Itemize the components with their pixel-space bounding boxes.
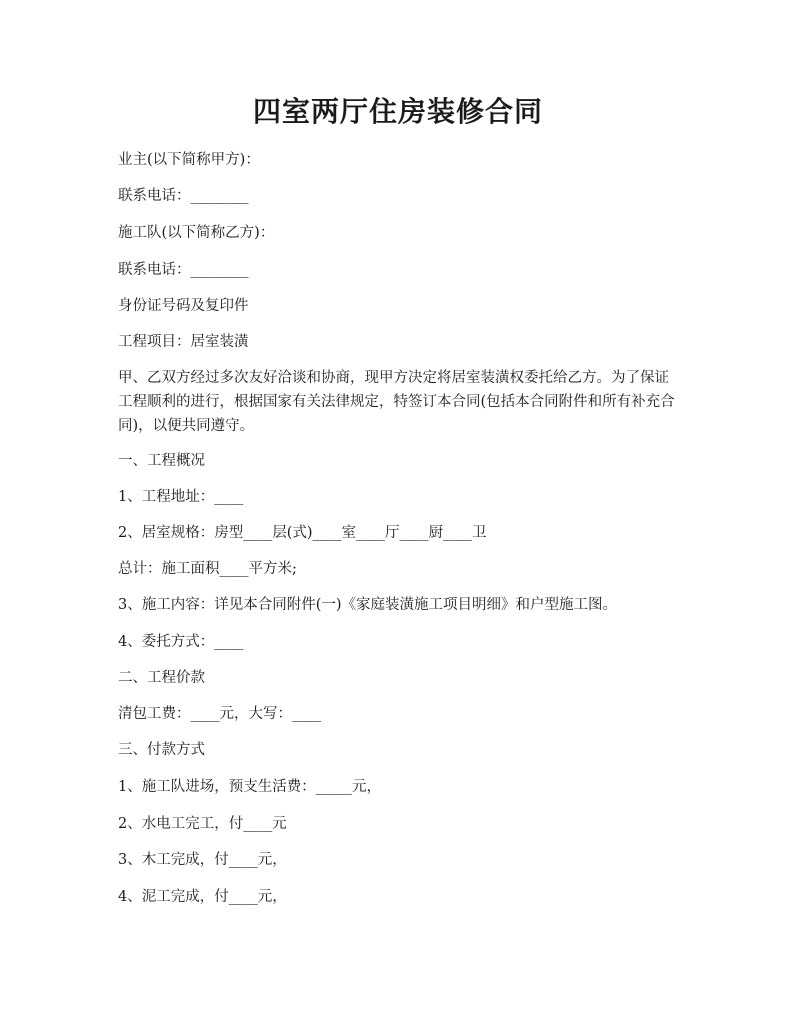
id-card-line: 身份证号码及复印件 xyxy=(118,298,249,314)
owner-phone-line: 联系电话：________ xyxy=(118,188,249,204)
owner-line: 业主(以下简称甲方)： xyxy=(118,152,260,168)
contractor-phone-line: 联系电话：________ xyxy=(118,262,249,278)
page-title: 四室两厅住房装修合同 xyxy=(252,95,543,128)
labor-fee-line: 清包工费：____元，大写：____ xyxy=(118,706,321,722)
payment-item-3: 3、木工完成，付____元， xyxy=(118,852,287,868)
section-heading-payment: 三、付款方式 xyxy=(118,742,205,758)
payment-item-2: 2、水电工完工，付____元 xyxy=(118,816,287,832)
contractor-line: 施工队(以下简称乙方)： xyxy=(118,225,275,241)
payment-item-1: 1、施工队进场，预支生活费：_____元， xyxy=(118,779,381,795)
section-heading-overview: 一、工程概况 xyxy=(118,453,205,469)
section-heading-price: 二、工程价款 xyxy=(118,670,205,686)
project-line: 工程项目：居室装潢 xyxy=(118,334,249,350)
commission-method-line: 4、委托方式：____ xyxy=(118,634,244,650)
payment-item-4: 4、泥工完成，付____元， xyxy=(118,889,287,905)
room-spec-line: 2、居室规格：房型____层(式)____室____厅____厨____卫 xyxy=(118,525,487,541)
construction-content-line: 3、施工内容：详见本合同附件(一)《家庭装潢施工项目明细》和户型施工图。 xyxy=(118,597,618,613)
total-area-line: 总计：施工面积____平方米; xyxy=(118,561,297,577)
intro-paragraph: 甲、乙双方经过多次友好洽谈和协商，现甲方决定将居室装潢权委托给乙方。为了保证工程顺利的进行，根据国家有关法律规定，特签订本合同(包括本合同附件和所有补充合同)，以便共同遵守。 xyxy=(118,370,675,434)
project-address-line: 1、工程地址：____ xyxy=(118,489,244,505)
